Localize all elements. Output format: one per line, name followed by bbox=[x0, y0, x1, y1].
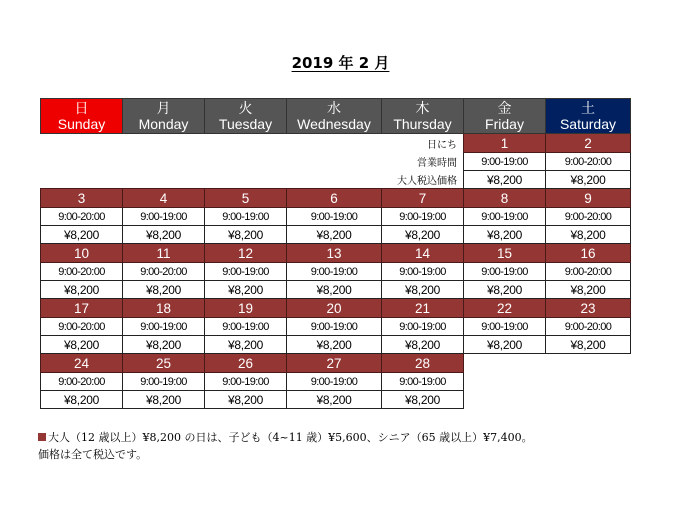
date-cell: 16 bbox=[546, 244, 631, 263]
date-cell: 18 bbox=[123, 299, 205, 318]
empty-cell bbox=[464, 373, 546, 391]
weekday-jp: 日 bbox=[74, 100, 89, 116]
date-cell: 27 bbox=[287, 354, 382, 373]
empty-cell bbox=[41, 171, 123, 189]
price-calendar bbox=[40, 98, 631, 409]
hours-cell: 9:00-20:00 bbox=[41, 318, 123, 336]
price-cell: ¥8,200 bbox=[382, 226, 464, 244]
price-cell: ¥8,200 bbox=[464, 171, 546, 189]
weekday-header-saturday bbox=[546, 99, 631, 134]
price-cell: ¥8,200 bbox=[41, 391, 123, 409]
weekday-header-wednesday bbox=[287, 99, 382, 134]
row-label-hours: 営業時間 bbox=[382, 153, 464, 171]
price-cell: ¥8,200 bbox=[205, 226, 287, 244]
hours-cell: 9:00-19:00 bbox=[382, 208, 464, 226]
hours-row bbox=[41, 318, 631, 336]
price-cell: ¥8,200 bbox=[287, 336, 382, 354]
calendar-title bbox=[0, 52, 681, 73]
date-cell: 15 bbox=[464, 244, 546, 263]
price-row bbox=[41, 171, 631, 189]
empty-cell bbox=[123, 153, 205, 171]
date-cell: 17 bbox=[41, 299, 123, 318]
date-cell: 21 bbox=[382, 299, 464, 318]
price-cell: ¥8,200 bbox=[464, 226, 546, 244]
price-row bbox=[41, 336, 631, 354]
price-cell: ¥8,200 bbox=[546, 336, 631, 354]
price-cell: ¥8,200 bbox=[287, 226, 382, 244]
weekday-jp: 土 bbox=[581, 100, 595, 116]
empty-cell bbox=[123, 134, 205, 153]
weekday-jp: 木 bbox=[415, 100, 430, 116]
date-cell: 11 bbox=[123, 244, 205, 263]
price-cell: ¥8,200 bbox=[205, 336, 287, 354]
hours-cell: 9:00-19:00 bbox=[205, 263, 287, 281]
empty-cell bbox=[546, 373, 631, 391]
hours-cell: 9:00-19:00 bbox=[464, 318, 546, 336]
weekday-header-friday bbox=[464, 99, 546, 134]
empty-cell bbox=[287, 171, 382, 189]
hours-cell: 9:00-20:00 bbox=[123, 263, 205, 281]
empty-cell bbox=[464, 354, 546, 373]
footnote-text-2: 価格は全て税込です。 bbox=[38, 448, 148, 461]
date-cell: 3 bbox=[41, 189, 123, 208]
weekday-en: Friday bbox=[485, 116, 524, 132]
date-row bbox=[41, 134, 631, 153]
hours-cell: 9:00-20:00 bbox=[546, 153, 631, 171]
price-cell: ¥8,200 bbox=[546, 281, 631, 299]
empty-cell bbox=[287, 134, 382, 153]
price-cell: ¥8,200 bbox=[205, 391, 287, 409]
weekday-header-tuesday bbox=[205, 99, 287, 134]
hours-cell: 9:00-19:00 bbox=[382, 263, 464, 281]
hours-cell: 9:00-19:00 bbox=[287, 373, 382, 391]
hours-cell: 9:00-20:00 bbox=[41, 263, 123, 281]
row-label-date: 日にち bbox=[382, 134, 464, 153]
hours-cell: 9:00-19:00 bbox=[205, 373, 287, 391]
weekday-jp: 金 bbox=[497, 100, 512, 116]
date-cell: 1 bbox=[464, 134, 546, 153]
hours-cell: 9:00-19:00 bbox=[382, 318, 464, 336]
date-cell: 23 bbox=[546, 299, 631, 318]
price-cell: ¥8,200 bbox=[41, 226, 123, 244]
date-row bbox=[41, 299, 631, 318]
hours-cell: 9:00-19:00 bbox=[123, 318, 205, 336]
price-cell: ¥8,200 bbox=[123, 281, 205, 299]
weekday-jp: 月 bbox=[156, 100, 171, 116]
empty-cell bbox=[205, 134, 287, 153]
hours-cell: 9:00-20:00 bbox=[546, 318, 631, 336]
empty-cell bbox=[546, 391, 631, 409]
empty-cell bbox=[41, 153, 123, 171]
price-cell: ¥8,200 bbox=[464, 336, 546, 354]
date-cell: 12 bbox=[205, 244, 287, 263]
price-cell: ¥8,200 bbox=[382, 391, 464, 409]
empty-cell bbox=[123, 171, 205, 189]
price-row bbox=[41, 391, 631, 409]
weekday-header-sunday bbox=[41, 99, 123, 134]
hours-cell: 9:00-19:00 bbox=[464, 263, 546, 281]
pricing-footnote bbox=[38, 429, 658, 463]
price-cell: ¥8,200 bbox=[123, 391, 205, 409]
price-cell: ¥8,200 bbox=[123, 226, 205, 244]
date-cell: 22 bbox=[464, 299, 546, 318]
hours-row bbox=[41, 263, 631, 281]
date-cell: 24 bbox=[41, 354, 123, 373]
date-cell: 19 bbox=[205, 299, 287, 318]
hours-cell: 9:00-20:00 bbox=[546, 263, 631, 281]
price-cell: ¥8,200 bbox=[464, 281, 546, 299]
date-cell: 10 bbox=[41, 244, 123, 263]
price-cell: ¥8,200 bbox=[205, 281, 287, 299]
date-cell: 5 bbox=[205, 189, 287, 208]
price-cell: ¥8,200 bbox=[287, 281, 382, 299]
date-cell: 28 bbox=[382, 354, 464, 373]
weekday-header-thursday bbox=[382, 99, 464, 134]
hours-cell: 9:00-19:00 bbox=[287, 208, 382, 226]
price-row bbox=[41, 226, 631, 244]
price-row bbox=[41, 281, 631, 299]
date-cell: 2 bbox=[546, 134, 631, 153]
date-cell: 26 bbox=[205, 354, 287, 373]
weekday-header-row bbox=[41, 99, 631, 134]
hours-cell: 9:00-19:00 bbox=[287, 318, 382, 336]
hours-cell: 9:00-19:00 bbox=[205, 318, 287, 336]
date-cell: 25 bbox=[123, 354, 205, 373]
hours-cell: 9:00-19:00 bbox=[123, 373, 205, 391]
hours-cell: 9:00-19:00 bbox=[287, 263, 382, 281]
date-row bbox=[41, 189, 631, 208]
empty-cell bbox=[41, 134, 123, 153]
date-row bbox=[41, 354, 631, 373]
date-cell: 6 bbox=[287, 189, 382, 208]
footnote-text-1: 大人（12 歳以上）¥8,200 の日は、子ども（4~11 歳）¥5,600、シニア（65 歳以上）¥7,400。 bbox=[48, 431, 533, 444]
bullet-square-icon bbox=[38, 433, 46, 441]
price-cell: ¥8,200 bbox=[546, 226, 631, 244]
date-cell: 9 bbox=[546, 189, 631, 208]
price-cell: ¥8,200 bbox=[41, 336, 123, 354]
price-cell: ¥8,200 bbox=[287, 391, 382, 409]
price-cell: ¥8,200 bbox=[41, 281, 123, 299]
calendar-body bbox=[41, 99, 631, 409]
weekday-en: Sunday bbox=[57, 116, 106, 132]
weekday-en: Tuesday bbox=[218, 116, 273, 132]
hours-cell: 9:00-20:00 bbox=[41, 208, 123, 226]
date-row bbox=[41, 244, 631, 263]
hours-cell: 9:00-19:00 bbox=[382, 373, 464, 391]
hours-cell: 9:00-20:00 bbox=[546, 208, 631, 226]
footnote-line-1 bbox=[38, 429, 658, 446]
date-cell: 14 bbox=[382, 244, 464, 263]
date-cell: 13 bbox=[287, 244, 382, 263]
weekday-jp: 火 bbox=[238, 100, 253, 116]
empty-cell bbox=[464, 391, 546, 409]
weekday-en: Wednesday bbox=[297, 116, 371, 132]
empty-cell bbox=[546, 354, 631, 373]
hours-cell: 9:00-19:00 bbox=[123, 208, 205, 226]
row-label-price: 大人税込価格 bbox=[382, 171, 464, 189]
empty-cell bbox=[205, 153, 287, 171]
weekday-en: Thursday bbox=[393, 116, 452, 132]
hours-cell: 9:00-19:00 bbox=[464, 153, 546, 171]
weekday-header-monday bbox=[123, 99, 205, 134]
hours-row bbox=[41, 208, 631, 226]
price-cell: ¥8,200 bbox=[382, 281, 464, 299]
hours-row bbox=[41, 153, 631, 171]
date-cell: 4 bbox=[123, 189, 205, 208]
date-cell: 8 bbox=[464, 189, 546, 208]
hours-row bbox=[41, 373, 631, 391]
hours-cell: 9:00-19:00 bbox=[464, 208, 546, 226]
weekday-en: Monday bbox=[138, 116, 189, 132]
price-cell: ¥8,200 bbox=[546, 171, 631, 189]
date-cell: 20 bbox=[287, 299, 382, 318]
weekday-en: Saturday bbox=[559, 116, 617, 132]
date-cell: 7 bbox=[382, 189, 464, 208]
calendar-title-text: 2019 年 2 月 bbox=[291, 54, 390, 72]
price-cell: ¥8,200 bbox=[123, 336, 205, 354]
hours-cell: 9:00-20:00 bbox=[41, 373, 123, 391]
empty-cell bbox=[287, 153, 382, 171]
price-cell: ¥8,200 bbox=[382, 336, 464, 354]
weekday-jp: 水 bbox=[327, 100, 341, 116]
empty-cell bbox=[205, 171, 287, 189]
hours-cell: 9:00-19:00 bbox=[205, 208, 287, 226]
